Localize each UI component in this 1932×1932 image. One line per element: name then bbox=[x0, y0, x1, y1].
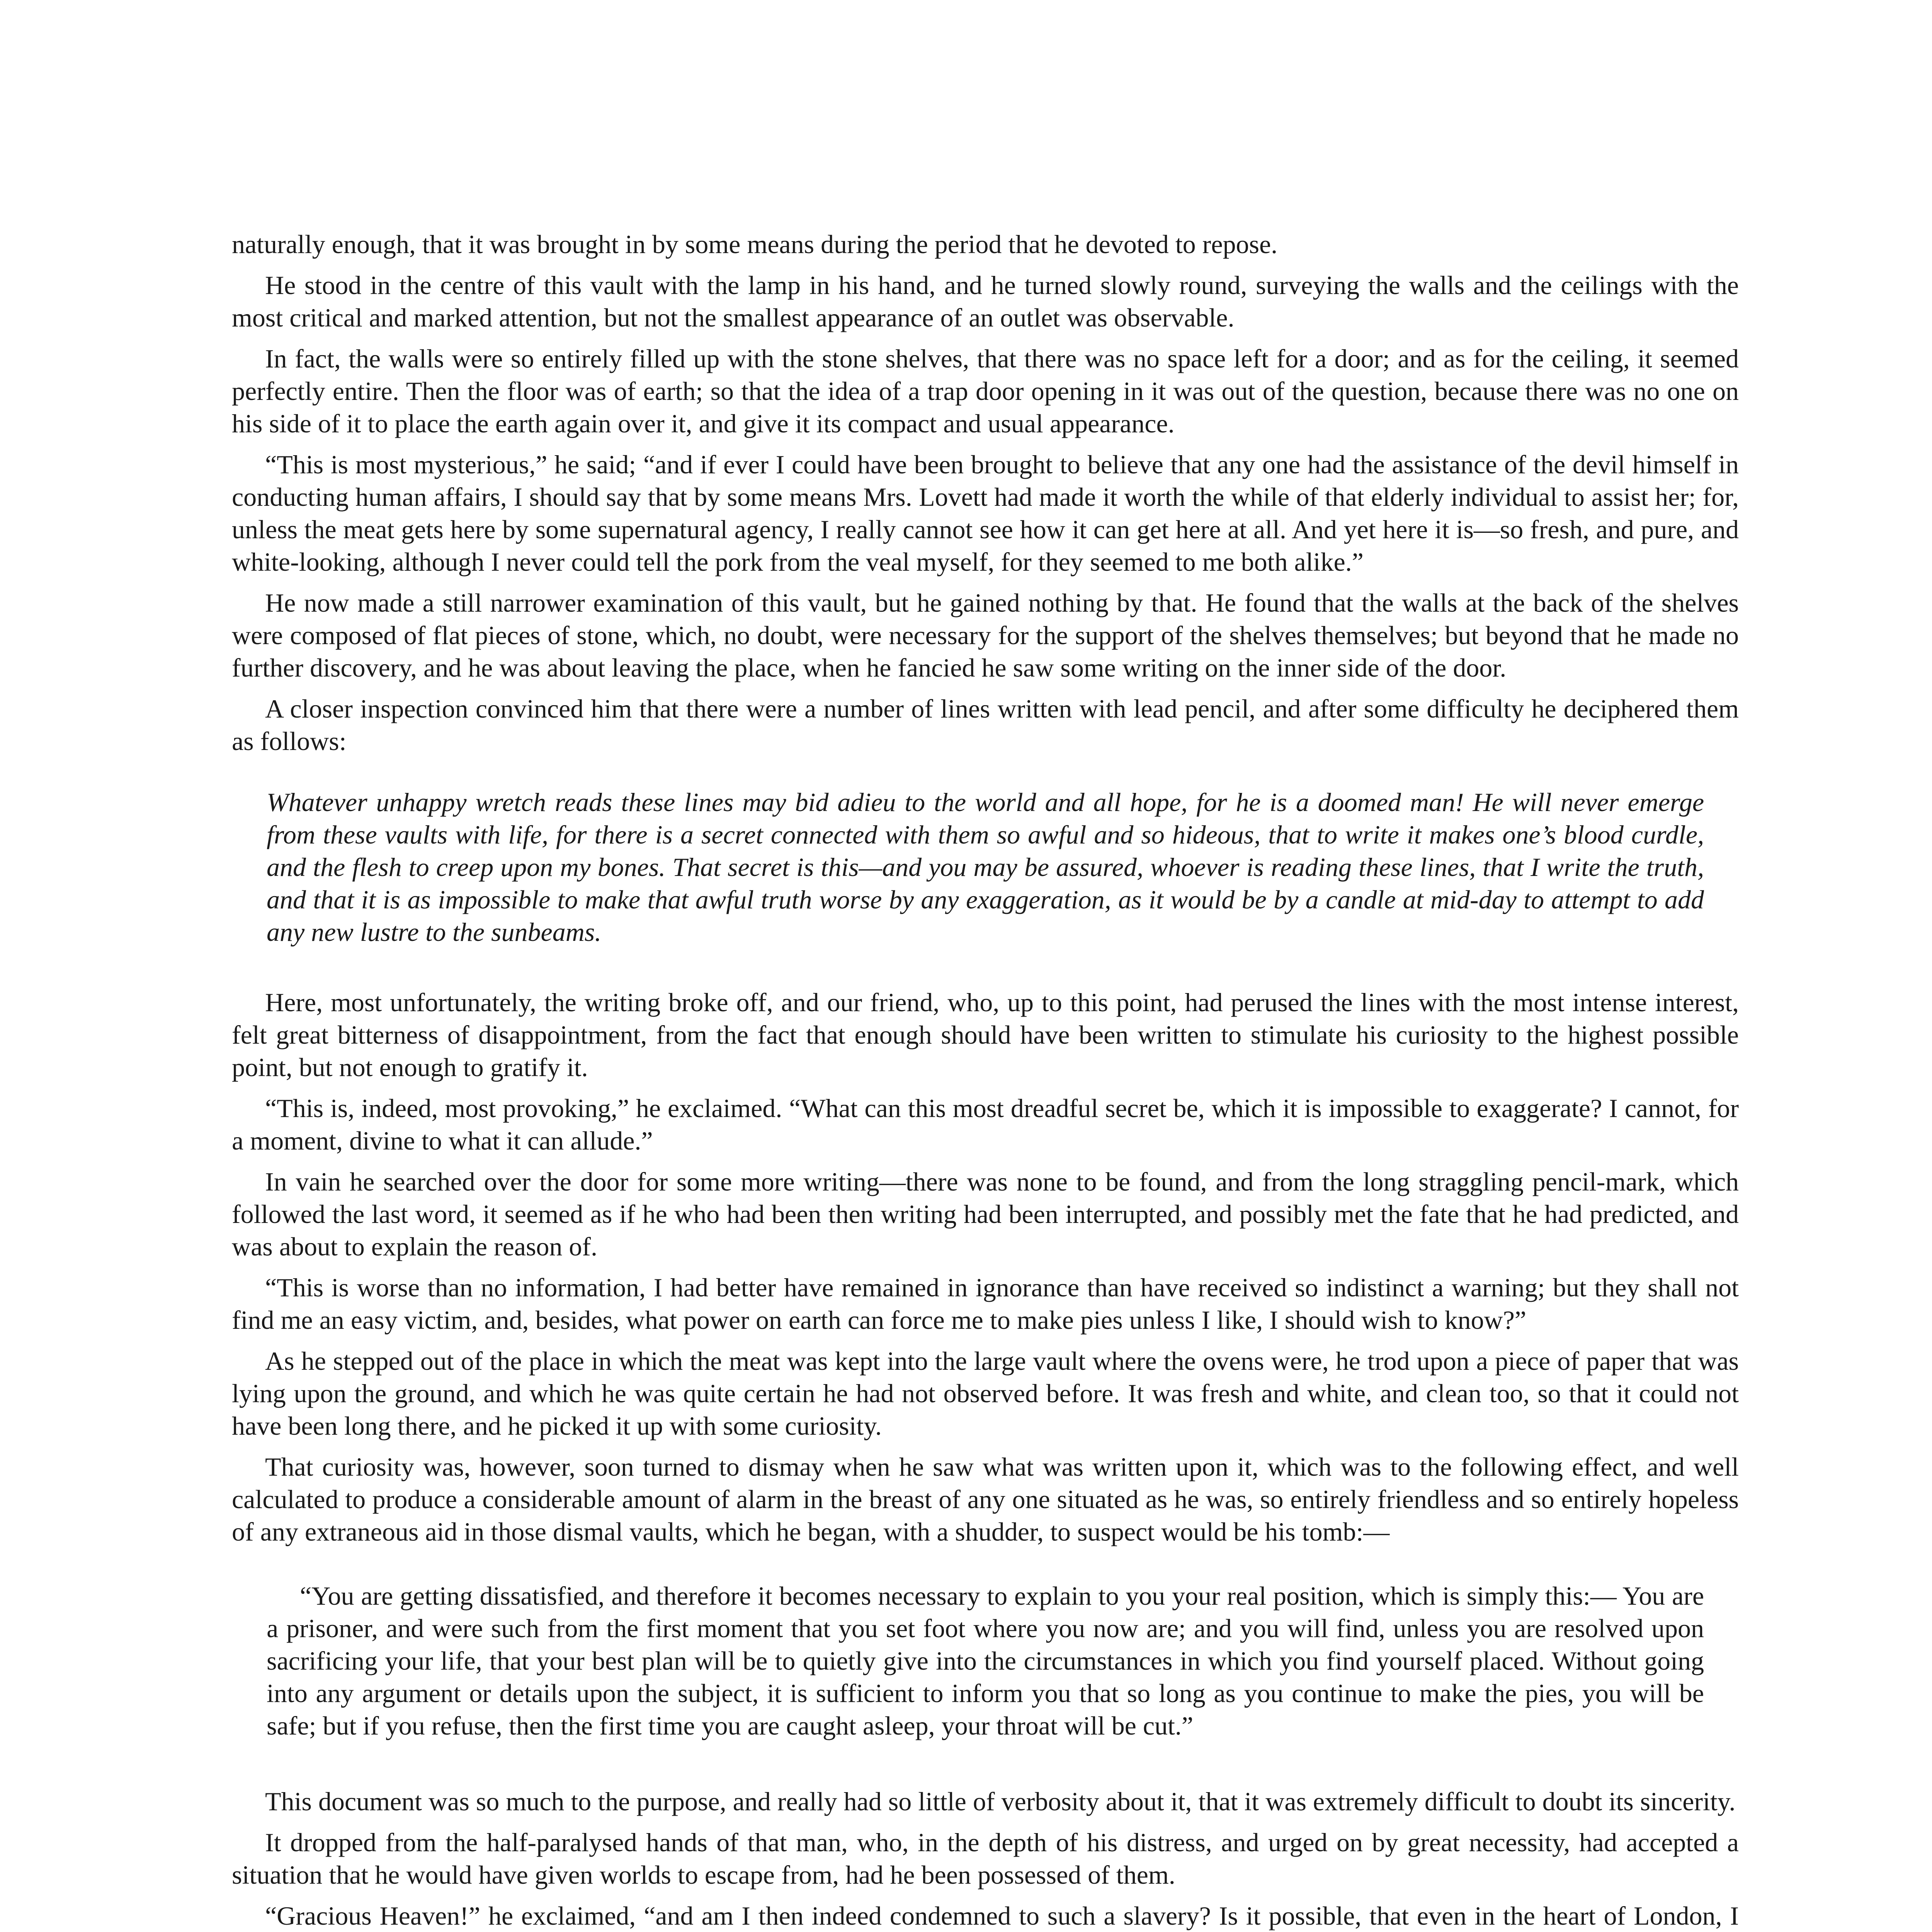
paragraph: That curiosity was, however, soon turned to dismay when he saw what was written upon it, which was to the following effect, and well calculated to produce a considerable amount of alarm in the breast of any one situated as he was, so entirely friendless and so entirely hopeless of any extraneous aid in those dismal vaults, which he began, with a shudder, to suspect would be his tomb:— bbox=[232, 1452, 1739, 1546]
paragraph: In fact, the walls were so entirely filled up with the stone shelves, that there was no space left for a door; and as for the ceiling, it seemed perfectly entire. Then the floor was of earth; so that the idea of a trap door opening in it was out of the question, because there was no one on his side of it to place the earth again over it, and give it its compact and usual appearance. bbox=[232, 344, 1739, 438]
text-column bbox=[232, 228, 1739, 1932]
paragraph: This document was so much to the purpose, and really had so little of verbosity about it, that it was extremely difficult to doubt its sincerity. bbox=[265, 1787, 1736, 1816]
paragraph: “This is worse than no information, I had better have remained in ignorance than have received so indistinct a warning; but they shall not find me an easy victim, and, besides, what power on earth can force me to make pies unless I like, I should wish to know?” bbox=[232, 1273, 1739, 1335]
paragraph: A closer inspection convinced him that there were a number of lines written with lead pencil, and after some difficulty he deciphered them as follows: bbox=[232, 694, 1739, 756]
paper-note-quote: “You are getting dissatisfied, and therefore it becomes necessary to explain to you your real position, which is simply this:— You are a prisoner, and were such from the first moment that you set foot where you now are; and you will find, unless you are resolved upon sacrificing your life, that your best plan will be to quietly give into the circumstances in which you find yourself placed. Without going into any argument or details upon the subject, it is sufficient to inform you that so long as you continue to make the pies, you will be safe; but if you refuse, then the first time you are caught asleep, your throat will be cut.” bbox=[267, 1581, 1704, 1740]
paragraph: In vain he searched over the door for some more writing—there was none to be found, and from the long straggling pencil-mark, which followed the last word, it seemed as if he who had been then writing had been interrupted, and possibly met the fate that he had predicted, and was about to explain the reason of. bbox=[232, 1167, 1739, 1261]
paragraph: It dropped from the half-paralysed hands of that man, who, in the depth of his distress, and urged on by great necessity, had accepted a situation that he would have given worlds to escape from, had he been possessed of them. bbox=[232, 1828, 1739, 1889]
pencil-inscription-quote: Whatever unhappy wretch reads these lines may bid adieu to the world and all hope, for he is a doomed man! He will never emerge from these vaults with life, for there is a secret connected with them so awful and so hideous, that to write it makes one’s blood curdle, and the flesh to creep upon my bones. That secret is this—and you may be assured, whoever is reading these lines, that I write the truth, and that it is as impossible to make that awful truth worse by any exaggeration, as it would be by a candle at mid-day to attempt to add any new lustre to the sunbeams. bbox=[267, 787, 1704, 947]
paragraph-continuation: naturally enough, that it was brought in by some means during the period that he devoted to repose. bbox=[232, 230, 1278, 259]
paragraph: Here, most unfortunately, the writing broke off, and our friend, who, up to this point, had perused the lines with the most intense interest, felt great bitterness of disappointment, from the fact that enough should have been written to stimulate his curiosity to the highest possible point, but not enough to gratify it. bbox=[232, 988, 1739, 1082]
paragraph: “Gracious Heaven!” he exclaimed, “and am I then indeed condemned to such a slavery? Is it possible, that even in the heart of London, I bbox=[265, 1901, 1739, 1930]
paragraph: He stood in the centre of this vault with the lamp in his hand, and he turned slowly round, surveying the walls and the ceilings with the most critical and marked attention, but not the smallest appearance of an outlet was observable. bbox=[232, 270, 1739, 332]
paragraph: “This is, indeed, most provoking,” he exclaimed. “What can this most dreadful secret be, which it is impossible to exaggerate? I cannot, for a moment, divine to what it can allude.” bbox=[232, 1094, 1739, 1155]
paragraph: He now made a still narrower examination of this vault, but he gained nothing by that. He found that the walls at the back of the shelves were composed of flat pieces of stone, which, no doubt, were necessary for the support of the shelves themselves; but beyond that he made no further discovery, and he was about leaving the place, when he fancied he saw some writing on the inner side of the door. bbox=[232, 588, 1739, 682]
paragraph: As he stepped out of the place in which the meat was kept into the large vault where the ovens were, he trod upon a piece of paper that was lying upon the ground, and which he was quite certain he had not observed before. It was fresh and white, and clean too, so that it could not have been long there, and he picked it up with some curiosity. bbox=[232, 1346, 1739, 1440]
paragraph: “This is most mysterious,” he said; “and if ever I could have been brought to believe that any one had the assistance of the devil himself in conducting human affairs, I should say that by some means Mrs. Lovett had made it worth the while of that elderly individual to assist her; for, unless the meat gets here by some supernatural agency, I really cannot see how it can get here at all. And yet here it is—so fresh, and pure, and white-looking, although I never could tell the pork from the veal myself, for they seemed to me both alike.” bbox=[232, 450, 1739, 577]
